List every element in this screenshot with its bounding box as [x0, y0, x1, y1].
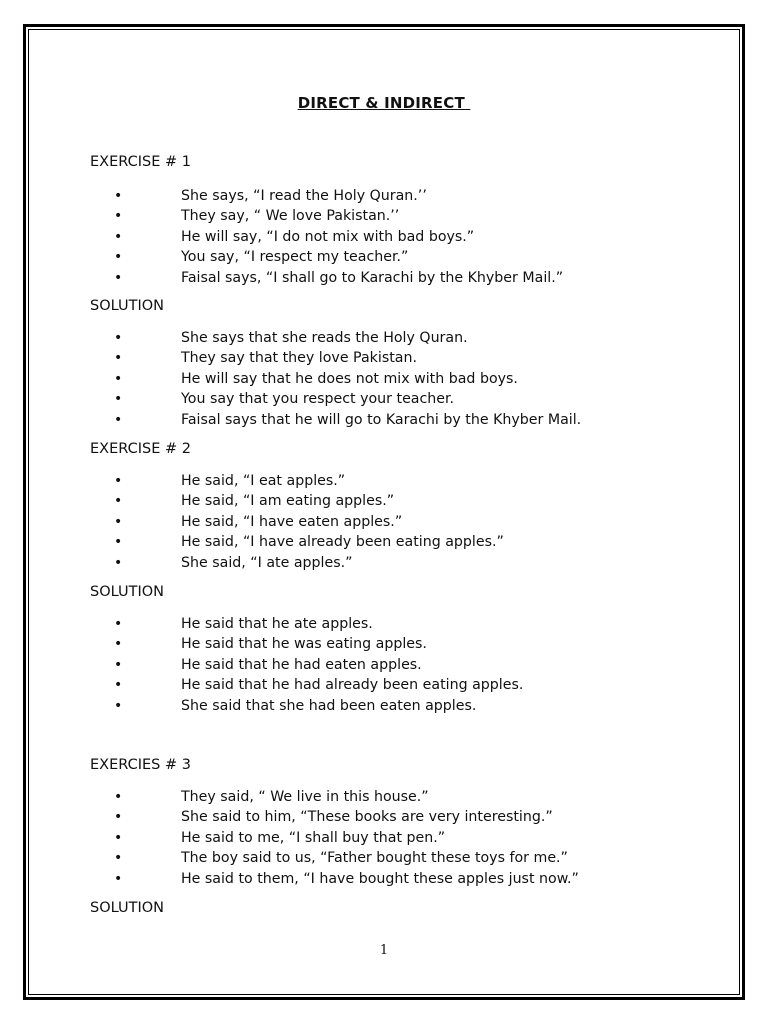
section-heading-exercise-1: EXERCISE # 1: [90, 154, 191, 170]
bullet-icon: •: [114, 656, 123, 673]
bullet-icon: •: [114, 809, 123, 826]
list-item-text: He said to me, “I shall buy that pen.”: [181, 829, 446, 846]
list-item-text: She said, “I ate apples.”: [181, 554, 353, 571]
list-item-text: He said to them, “I have bought these apples just now.”: [181, 870, 579, 887]
list-item-text: He said that he had already been eating apples.: [181, 677, 524, 694]
list-item-text: She said that she had been eaten apples.: [181, 697, 477, 714]
bullet-icon: •: [114, 370, 123, 387]
section-heading-exercise-2: EXERCISE # 2: [90, 441, 191, 457]
document-title: DIRECT & INDIRECT: [297, 94, 471, 112]
bullet-icon: •: [114, 616, 123, 632]
list-item-text: He said, “I am eating apples.”: [181, 493, 395, 510]
list-item-text: You say, “I respect my teacher.”: [181, 249, 409, 266]
section-heading-solution-3: SOLUTION: [90, 900, 164, 916]
page-number: 1: [379, 943, 389, 958]
list-item-text: He will say that he does not mix with bad boys.: [181, 370, 518, 387]
bullet-icon: •: [114, 789, 123, 805]
bullet-icon: •: [114, 188, 123, 204]
bullet-icon: •: [114, 391, 123, 408]
section-heading-solution-1: SOLUTION: [90, 298, 164, 314]
list-item-text: He said, “I eat apples.”: [181, 473, 346, 489]
section-heading-solution-2: SOLUTION: [90, 584, 164, 600]
list-item-text: Faisal says that he will go to Karachi by the Khyber Mail.: [181, 411, 582, 428]
bullet-icon: •: [114, 228, 123, 245]
list-item-text: She says, “I read the Holy Quran.’’: [181, 188, 427, 204]
list-item-text: He said, “I have eaten apples.”: [181, 513, 403, 530]
bullet-icon: •: [114, 554, 123, 571]
list-item-text: Faisal says, “I shall go to Karachi by the Khyber Mail.”: [181, 269, 564, 286]
list-item-text: He said that he was eating apples.: [181, 636, 427, 653]
bullet-icon: •: [114, 697, 123, 714]
list-item-text: He said, “I have already been eating apples.”: [181, 534, 504, 551]
bullet-icon: •: [114, 636, 123, 653]
list-item-text: They said, “ We live in this house.”: [181, 789, 429, 805]
bullet-icon: •: [114, 411, 123, 428]
section-heading-exercise-3: EXERCIES # 3: [90, 757, 191, 773]
bullet-icon: •: [114, 473, 123, 489]
list-item-text: He said that he ate apples.: [181, 616, 373, 632]
list-item-text: The boy said to us, “Father bought these toys for me.”: [181, 850, 568, 867]
bullet-icon: •: [114, 249, 123, 266]
list-item-text: She says that she reads the Holy Quran.: [181, 330, 468, 346]
bullet-icon: •: [114, 350, 123, 367]
bullet-icon: •: [114, 330, 123, 346]
bullet-icon: •: [114, 829, 123, 846]
list-item-text: They say, “ We love Pakistan.’’: [181, 208, 400, 225]
bullet-icon: •: [114, 534, 123, 551]
bullet-icon: •: [114, 208, 123, 225]
bullet-icon: •: [114, 513, 123, 530]
bullet-icon: •: [114, 269, 123, 286]
list-item-text: She said to him, “These books are very interesting.”: [181, 809, 553, 826]
bullet-icon: •: [114, 677, 123, 694]
bullet-icon: •: [114, 493, 123, 510]
bullet-icon: •: [114, 850, 123, 867]
list-item-text: You say that you respect your teacher.: [181, 391, 455, 408]
list-item-text: They say that they love Pakistan.: [181, 350, 417, 367]
list-item-text: He will say, “I do not mix with bad boys.”: [181, 228, 475, 245]
bullet-icon: •: [114, 870, 123, 887]
list-item-text: He said that he had eaten apples.: [181, 656, 422, 673]
